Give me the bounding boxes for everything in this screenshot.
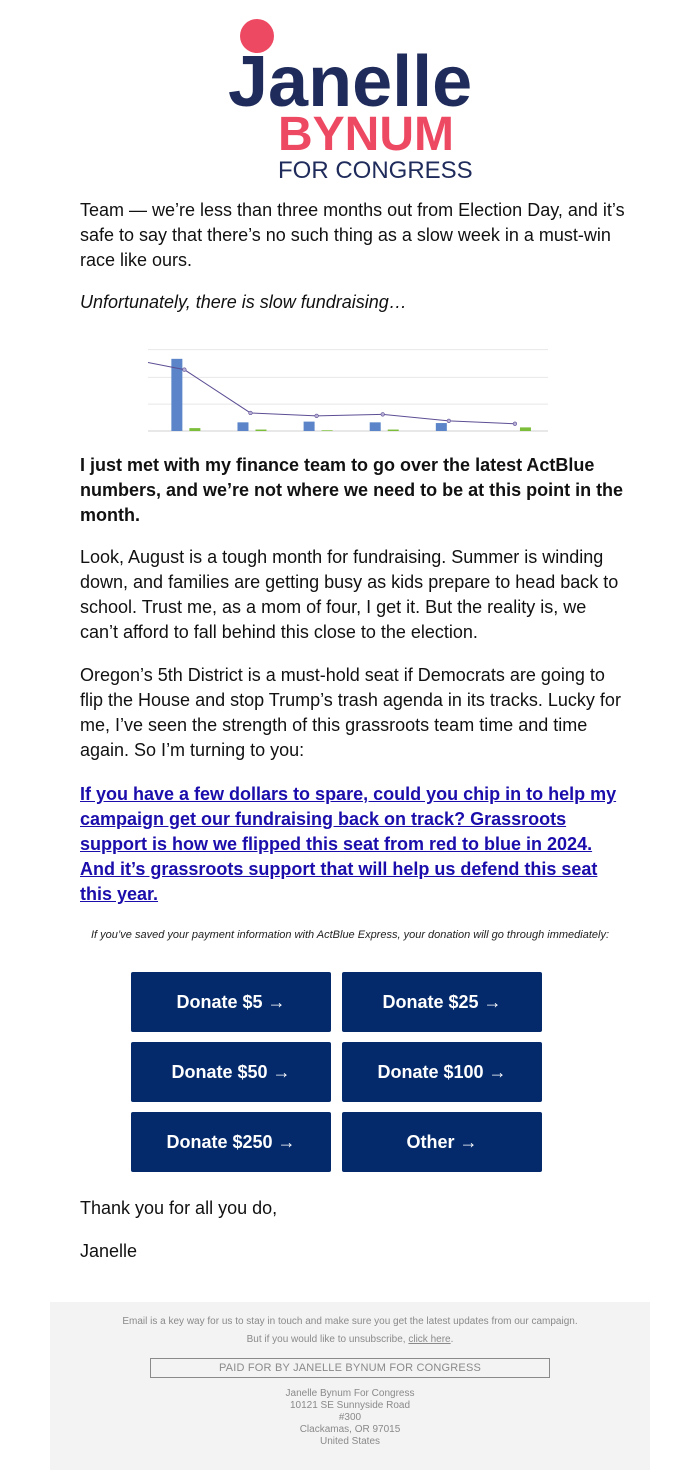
chart-point xyxy=(513,422,517,426)
address-city: Clackamas, OR 97015 xyxy=(299,1424,401,1435)
chart-bar xyxy=(304,422,315,431)
address-suite: #300 xyxy=(338,1412,362,1423)
donate-cta-link[interactable]: If you have a few dollars to spare, could you chip in to help my campaign get our fundraising back on track? Grassroots support is how we flipped this seat from red to blue in 2024. And it’s grassroots support that will help us defend this seat this year. xyxy=(80,784,617,904)
signature: Janelle xyxy=(80,1241,138,1261)
signoff-line: Thank you for all you do, xyxy=(80,1198,278,1218)
paid-for-disclaimer: PAID FOR BY JANELLE BYNUM FOR CONGRESS xyxy=(150,1358,550,1378)
chart-bar xyxy=(237,422,248,431)
unsubscribe-link[interactable]: click here xyxy=(408,1334,451,1345)
chart-bar xyxy=(520,427,531,431)
chart-trend-line xyxy=(148,362,515,423)
donate-other-button[interactable]: Other → xyxy=(342,1112,542,1172)
chart-point xyxy=(183,368,187,372)
fundraising-chart xyxy=(148,345,550,435)
august-paragraph: Look, August is a tough month for fundraising. Summer is winding down, and families are getting busy as kids prepare to head back to school. Trust me, as a mom of four, I get it. But the reality is, we can’t afford to fall behind this close to the election. xyxy=(80,547,619,642)
actblue-express-note: If you’ve saved your payment information with ActBlue Express, your donation will go through immediately: xyxy=(90,929,610,941)
chart-point xyxy=(447,419,451,423)
logo-first-name: Janelle xyxy=(228,42,473,122)
chart-bar xyxy=(436,423,447,431)
donate-100-button[interactable]: Donate $100 → xyxy=(342,1042,542,1102)
mailing-address xyxy=(50,1388,650,1448)
donate-25-button[interactable]: Donate $25 → xyxy=(342,972,542,1032)
intro-paragraph: Team — we’re less than three months out from Election Day, and it’s safe to say that there’s no such thing as a slow week in a must-win race like ours. xyxy=(80,200,625,270)
logo-last-name: BYNUM xyxy=(278,108,454,161)
chart-point xyxy=(315,414,319,418)
donate-50-button[interactable]: Donate $50 → xyxy=(131,1042,331,1102)
logo-tagline: FOR CONGRESS xyxy=(278,157,473,184)
address-street: 10121 SE Sunnyside Road xyxy=(289,1400,411,1411)
chart-bar xyxy=(255,430,266,431)
address-name: Janelle Bynum For Congress xyxy=(285,1388,415,1399)
footer-line-1: Email is a key way for us to stay in touch and make sure you get the latest updates from our campaign. xyxy=(122,1316,578,1327)
donate-5-button[interactable]: Donate $5 → xyxy=(131,972,331,1032)
chart-bar xyxy=(370,422,381,431)
oregon-paragraph: Oregon’s 5th District is a must-hold seat if Democrats are going to flip the House and stop Trump’s trash agenda in its tracks. Lucky for me, I’ve seen the strength of this grassroots team time and time again. So I’m turning to you: xyxy=(80,665,621,760)
email-footer xyxy=(50,1302,650,1470)
donate-250-button[interactable]: Donate $250 → xyxy=(131,1112,331,1172)
address-country: United States xyxy=(319,1436,381,1447)
footer-line-2 xyxy=(50,1334,650,1346)
chart-bar xyxy=(322,430,333,431)
campaign-logo xyxy=(220,14,490,186)
slow-fundraising-line: Unfortunately, there is slow fundraising… xyxy=(80,292,407,312)
unsubscribe-prefix: But if you would like to unsubscribe, xyxy=(246,1334,406,1345)
chart-bar xyxy=(388,430,399,431)
finance-team-paragraph: I just met with my finance team to go over the latest ActBlue numbers, and we’re not where we need to be at this point in the month. xyxy=(80,455,624,525)
chart-bar xyxy=(189,428,200,431)
unsubscribe-suffix: . xyxy=(450,1334,454,1345)
chart-bar xyxy=(171,359,182,431)
chart-point xyxy=(381,413,385,417)
chart-point xyxy=(249,411,253,415)
